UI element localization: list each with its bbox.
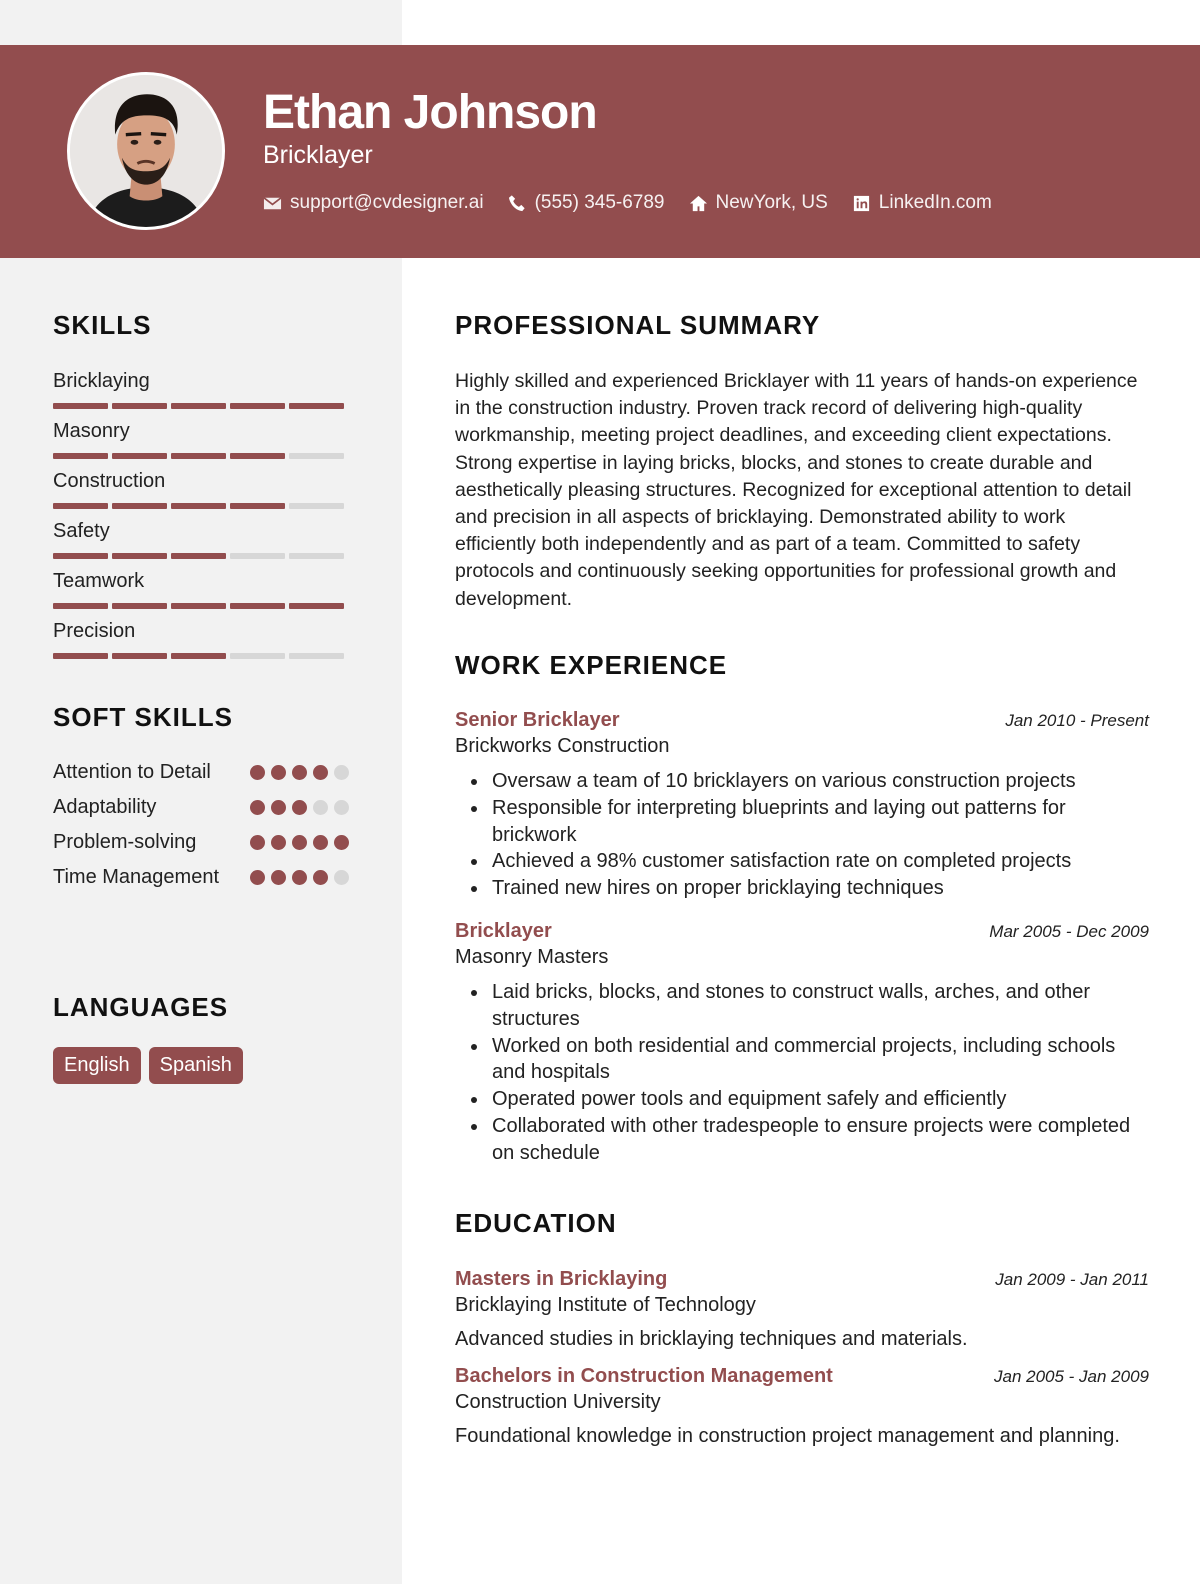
location-text: NewYork, US xyxy=(715,192,828,213)
skills-section xyxy=(53,310,349,670)
skill-level-segment xyxy=(53,653,108,659)
rating-dot xyxy=(250,835,265,850)
linkedin-icon xyxy=(852,194,871,213)
job-bullet: Collaborated with other tradespeople to ensure projects were completed on schedule xyxy=(455,1113,1149,1167)
rating-dot xyxy=(334,765,349,780)
language-badge: English xyxy=(53,1047,141,1084)
skill-name: Safety xyxy=(53,520,110,542)
job-title: Senior Bricklayer xyxy=(455,709,620,731)
skill-name: Bricklaying xyxy=(53,370,150,392)
skill-item xyxy=(53,520,349,570)
candidate-title: Bricklayer xyxy=(263,141,373,169)
contact-phone[interactable] xyxy=(508,192,665,214)
rating-dot xyxy=(292,835,307,850)
skill-level-segment xyxy=(289,453,344,459)
rating-dot xyxy=(292,800,307,815)
language-badge: Spanish xyxy=(149,1047,243,1084)
skill-level-segment xyxy=(53,553,108,559)
skill-name: Precision xyxy=(53,620,136,642)
contact-linkedin[interactable] xyxy=(852,192,992,214)
skill-level-segment xyxy=(53,403,108,409)
job-bullet: Responsible for interpreting blueprints and laying out patterns for brickwork xyxy=(455,795,1149,849)
skill-level-segment xyxy=(230,603,285,609)
skill-item xyxy=(53,570,349,620)
job-bullets xyxy=(455,979,1149,1167)
email-text: support@cvdesigner.ai xyxy=(290,192,484,213)
skill-level-meter xyxy=(53,553,348,559)
skill-level-segment xyxy=(289,603,344,609)
job-bullet: Worked on both residential and commercial projects, including schools and hospitals xyxy=(455,1033,1149,1087)
job-date: Jan 2010 - Present xyxy=(1005,711,1149,730)
skill-item xyxy=(53,370,349,420)
education-entry xyxy=(455,1365,1149,1450)
rating-dot xyxy=(334,870,349,885)
candidate-name: Ethan Johnson xyxy=(263,86,597,139)
education-header xyxy=(455,1268,1149,1291)
skill-level-segment xyxy=(230,453,285,459)
education-description: Advanced studies in bricklaying techniques and materials. xyxy=(455,1328,968,1350)
skill-level-segment xyxy=(230,553,285,559)
skills-list xyxy=(53,370,349,670)
contact-row xyxy=(263,191,1016,215)
experience-section xyxy=(455,650,1149,1167)
education-entry xyxy=(455,1268,1149,1353)
job-bullet: Achieved a 98% customer satisfaction rate on completed projects xyxy=(455,848,1149,875)
contact-email[interactable] xyxy=(263,192,484,214)
soft-skills-section xyxy=(53,702,349,899)
languages-heading: LANGUAGES xyxy=(53,992,229,1022)
skill-name: Teamwork xyxy=(53,570,145,592)
skill-level-segment xyxy=(171,453,226,459)
job-header xyxy=(455,920,1149,943)
skill-level-segment xyxy=(171,403,226,409)
skill-level-segment xyxy=(171,553,226,559)
rating-dot xyxy=(271,835,286,850)
education-date: Jan 2005 - Jan 2009 xyxy=(993,1367,1149,1386)
education-school: Construction University xyxy=(455,1391,661,1413)
resume-header xyxy=(0,45,1200,258)
rating-dot xyxy=(271,800,286,815)
rating-dot xyxy=(292,765,307,780)
job-company: Brickworks Construction xyxy=(455,735,670,757)
skill-level-meter xyxy=(53,453,348,459)
skill-level-meter xyxy=(53,603,348,609)
skill-level-segment xyxy=(112,653,167,659)
skill-level-segment xyxy=(289,503,344,509)
skill-level-segment xyxy=(230,503,285,509)
languages-list xyxy=(53,1047,349,1084)
skill-level-segment xyxy=(289,403,344,409)
education-degree: Masters in Bricklaying xyxy=(455,1268,668,1290)
rating-dot xyxy=(250,765,265,780)
skills-heading: SKILLS xyxy=(53,310,152,340)
skill-level-segment xyxy=(53,453,108,459)
soft-skill-rating xyxy=(244,759,349,786)
education-list xyxy=(455,1268,1149,1450)
soft-skill-rating xyxy=(244,794,349,821)
phone-icon xyxy=(508,194,527,213)
skill-level-segment xyxy=(112,553,167,559)
education-date: Jan 2009 - Jan 2011 xyxy=(995,1270,1149,1289)
person-portrait-icon xyxy=(70,75,222,227)
skill-level-segment xyxy=(171,653,226,659)
skill-level-meter xyxy=(53,403,348,409)
rating-dot xyxy=(250,800,265,815)
job-entry xyxy=(455,920,1149,1167)
education-description: Foundational knowledge in construction project management and planning. xyxy=(455,1425,1120,1447)
job-bullets xyxy=(455,768,1149,902)
rating-dot xyxy=(334,800,349,815)
soft-skills-heading: SOFT SKILLS xyxy=(53,702,233,732)
jobs-list xyxy=(455,709,1149,1167)
skill-level-meter xyxy=(53,653,348,659)
soft-skill-item xyxy=(53,794,349,821)
soft-skill-rating xyxy=(244,864,349,891)
job-bullet: Operated power tools and equipment safely and efficiently xyxy=(455,1086,1149,1113)
skill-level-meter xyxy=(53,503,348,509)
rating-dot xyxy=(334,835,349,850)
soft-skill-rating xyxy=(244,829,349,856)
education-header xyxy=(455,1365,1149,1388)
education-section xyxy=(455,1208,1149,1450)
rating-dot xyxy=(313,800,328,815)
skill-level-segment xyxy=(230,403,285,409)
job-header xyxy=(455,709,1149,732)
job-date: Mar 2005 - Dec 2009 xyxy=(989,921,1149,941)
skill-level-segment xyxy=(230,653,285,659)
soft-skill-item xyxy=(53,759,349,786)
skill-level-segment xyxy=(53,503,108,509)
soft-skill-name: Attention to Detail xyxy=(53,761,211,783)
linkedin-text: LinkedIn.com xyxy=(878,192,992,213)
education-school: Bricklaying Institute of Technology xyxy=(455,1294,756,1316)
experience-heading: WORK EXPERIENCE xyxy=(455,650,728,680)
skill-level-segment xyxy=(112,403,167,409)
rating-dot xyxy=(313,835,328,850)
soft-skill-name: Problem-solving xyxy=(53,831,197,853)
contact-location[interactable] xyxy=(689,192,828,214)
skill-level-segment xyxy=(112,503,167,509)
summary-section xyxy=(455,310,1149,613)
job-title: Bricklayer xyxy=(455,919,552,942)
envelope-icon xyxy=(263,194,282,213)
rating-dot xyxy=(250,870,265,885)
skill-item xyxy=(53,470,349,520)
phone-text: (555) 345-6789 xyxy=(534,192,665,213)
skill-name: Construction xyxy=(53,470,166,492)
skill-level-segment xyxy=(171,503,226,509)
soft-skill-name: Adaptability xyxy=(53,796,157,818)
languages-section xyxy=(53,992,349,1084)
soft-skill-item xyxy=(53,864,349,891)
education-heading: EDUCATION xyxy=(455,1208,617,1238)
skill-name: Masonry xyxy=(53,420,130,442)
rating-dot xyxy=(292,870,307,885)
job-entry xyxy=(455,709,1149,902)
skill-item xyxy=(53,620,349,670)
summary-heading: PROFESSIONAL SUMMARY xyxy=(455,310,821,340)
job-bullet: Trained new hires on proper bricklaying techniques xyxy=(455,875,1149,902)
rating-dot xyxy=(271,870,286,885)
skill-level-segment xyxy=(171,603,226,609)
profile-photo xyxy=(67,72,225,230)
skill-level-segment xyxy=(53,603,108,609)
summary-text: Highly skilled and experienced Bricklayer with 11 years of hands-on experience in the construction industry. Proven track record of delivering high-quality workmanship, meeting project deadlines, and exceeding client expectations. Strong expertise in laying bricks, blocks, and stones to create durable and aesthetically pleasing structures. Recognized for exceptional attention to detail and precision in all aspects of bricklaying. Demonstrated ability to work efficiently both independently and as part of a team. Committed to safety protocols and continuously seeking opportunities for professional growth and development. xyxy=(455,370,1138,610)
job-company: Masonry Masters xyxy=(455,945,609,968)
skill-item xyxy=(53,420,349,470)
skill-level-segment xyxy=(289,653,344,659)
rating-dot xyxy=(313,765,328,780)
skill-level-segment xyxy=(112,603,167,609)
soft-skills-list xyxy=(53,759,349,891)
job-bullet: Oversaw a team of 10 bricklayers on various construction projects xyxy=(455,768,1149,795)
skill-level-segment xyxy=(112,453,167,459)
soft-skill-item xyxy=(53,829,349,856)
home-icon xyxy=(689,194,708,213)
rating-dot xyxy=(313,870,328,885)
job-bullet: Laid bricks, blocks, and stones to construct walls, arches, and other structures xyxy=(455,979,1149,1033)
soft-skill-name: Time Management xyxy=(53,866,219,888)
rating-dot xyxy=(271,765,286,780)
education-degree: Bachelors in Construction Management xyxy=(455,1365,833,1387)
skill-level-segment xyxy=(289,553,344,559)
